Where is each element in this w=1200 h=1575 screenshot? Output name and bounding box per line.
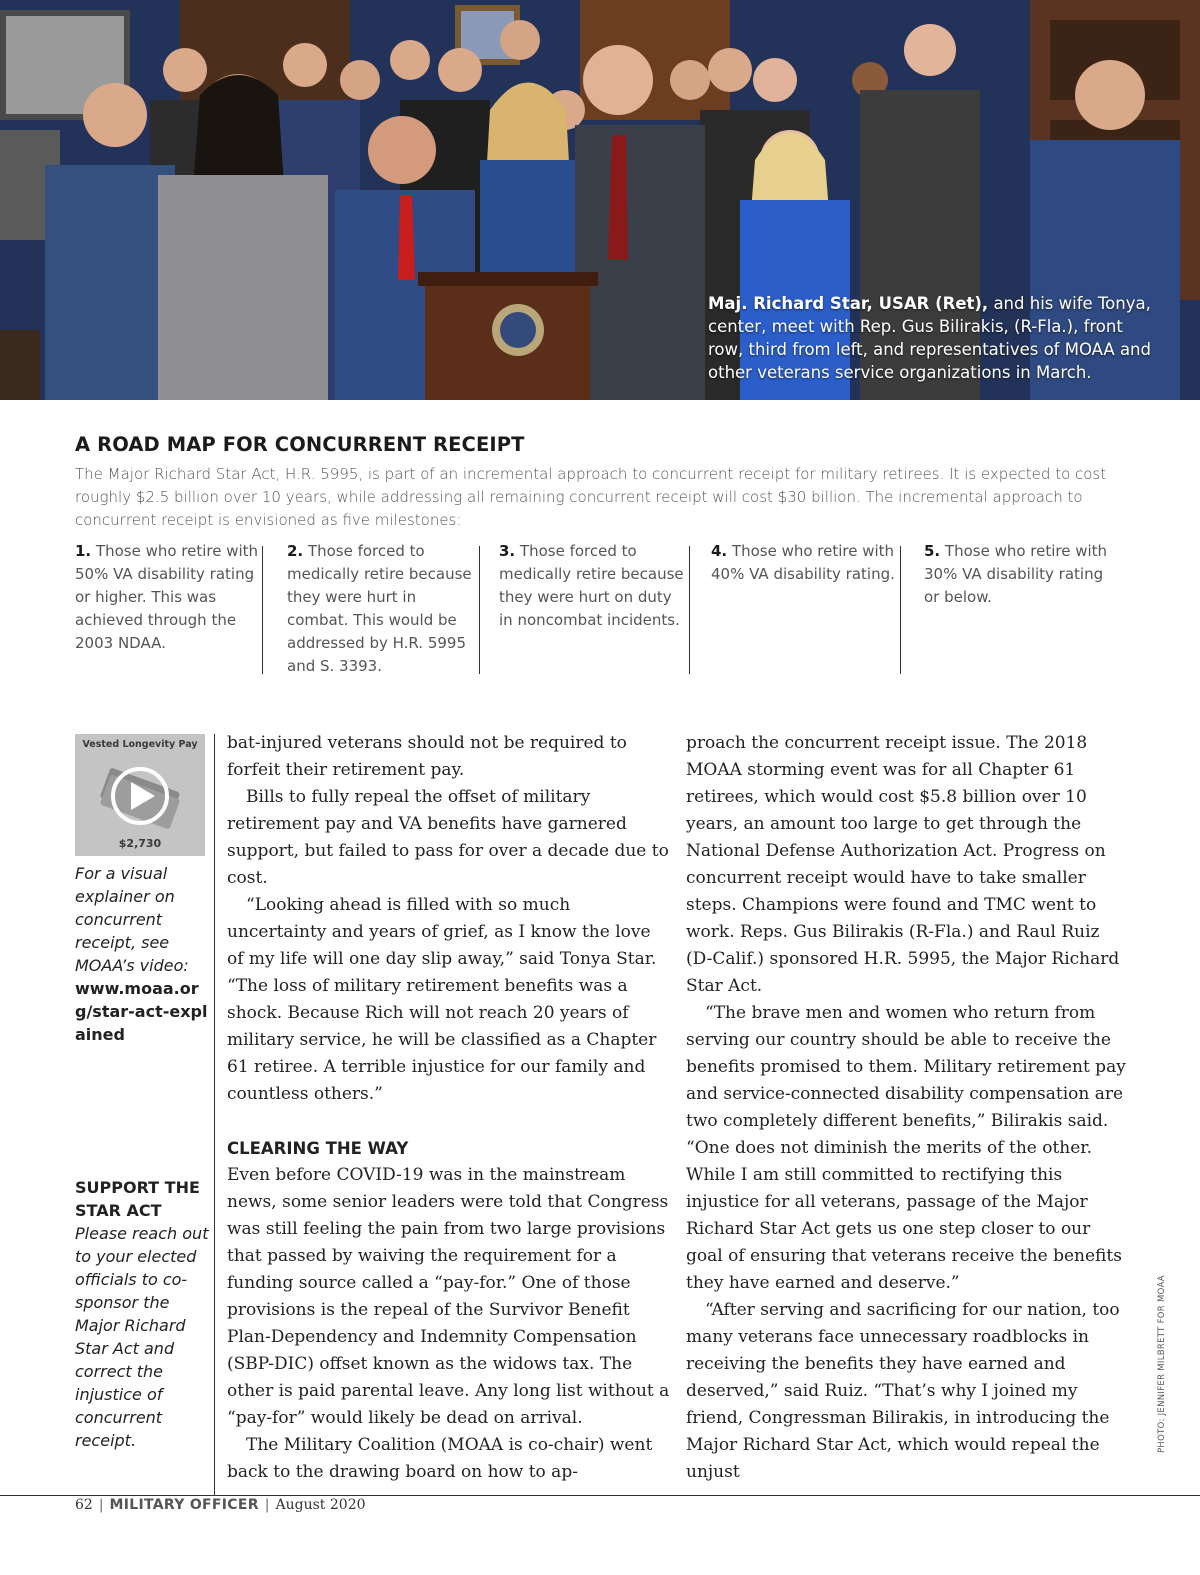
video-title: Vested Longevity Pay xyxy=(82,739,198,750)
paragraph: “Looking ahead is filled with so much uncertainty and years of grief, as I know the love of my life will one day slip away,” said Tonya Star. “The loss of military retirement benefits was a shock. Because Rich will not reach 20 years of military service, he will be classified as a Chapter 61 retiree. A terrible injustice for our family and countless others.” xyxy=(227,895,657,1104)
subheading: CLEARING THE WAY xyxy=(227,1139,409,1158)
milestone-divider xyxy=(262,546,263,674)
milestone-text: Those who retire with 40% VA disability rating. xyxy=(711,542,895,583)
paragraph: Even before COVID-19 was in the mainstream news, some senior leaders were told that Congress was still feeling the pain from two large provisions that passed by waiving the requirement for a funding source called a “pay-for.” One of those provisions is the repeal of the Survivor Benefit Plan-Dependency and Indemnity Compensation (SBP-DIC) offset known as the widows tax. The other is paid parental leave. Any long list without a “pay-for” would likely be dead on arrival. xyxy=(227,1165,670,1428)
video-price: $2,730 xyxy=(118,837,162,850)
milestone-divider xyxy=(900,546,901,674)
roadmap-intro: The Major Richard Star Act, H.R. 5995, is part of an incremental approach to concurrent receipt for military retirees. It is expected to cost roughly $2.5 billion over 10 years, while addressing all remaining concurrent receipt will cost $30 billion. The incremental approach to concurrent receipt is envisioned as five milestones: xyxy=(75,465,1107,529)
milestones xyxy=(75,540,1130,675)
paragraph: “The brave men and women who return from serving our country should be able to receive the benefits promised to them. Military retirement pay and service-connected disability compensation are two completely different benefits,” Bilirakis said. “One does not diminish the merits of the other. While I am still committed to rectifying this injustice for all veterans, passage of the Major Richard Star Act gets us one step closer to our goal of ensuring that veterans receive the benefits they have earned and deserve.” xyxy=(686,1003,1126,1293)
article-column-2 xyxy=(686,730,1126,1486)
milestone-text: Those who retire with 50% VA disability rating or higher. This was achieved through the 2003 NDAA. xyxy=(75,542,259,652)
page-number: 62 xyxy=(75,1497,93,1513)
paragraph: Bills to fully repeal the offset of military retirement pay and VA benefits have garnered support, but failed to pass for over a decade due to cost. xyxy=(227,787,669,888)
photo-caption xyxy=(708,292,1158,384)
page-footer xyxy=(75,1497,366,1513)
milestone-text: Those forced to medically retire because they were hurt on duty in noncombat incidents. xyxy=(499,542,684,629)
paragraph: bat-injured veterans should not be required to forfeit their retirement pay. xyxy=(227,733,627,780)
sidebar xyxy=(75,734,210,1452)
group-photo xyxy=(0,0,1200,400)
footer-rule xyxy=(0,1495,1200,1496)
milestone-number: 3. xyxy=(499,542,516,560)
milestone-1 xyxy=(75,540,265,655)
milestone-5 xyxy=(924,540,1114,609)
paragraph: “After serving and sacrificing for our nation, too many veterans face unnecessary roadblocks in receiving the benefits they have earned and deserved,” said Ruiz. “That’s why I joined my friend, Congressman Bilirakis, in introducing the Major Richard Star Act, which would repeal the unjust xyxy=(686,1300,1120,1482)
milestone-text: Those who retire with 30% VA disability rating or below. xyxy=(924,542,1108,606)
milestone-number: 2. xyxy=(287,542,304,560)
milestone-text: Those forced to medically retire because they were hurt in combat. This would be addressed by H.R. 5995 and S. 3393. xyxy=(287,542,472,675)
article-column-1 xyxy=(227,730,672,1486)
roadmap-title: A ROAD MAP FOR CONCURRENT RECEIPT xyxy=(75,433,525,456)
photo-credit: PHOTO: JENNIFER MILBRETT FOR MOAA xyxy=(1157,1275,1167,1453)
footer-separator: | xyxy=(264,1497,270,1513)
issue-date: August 2020 xyxy=(275,1497,366,1513)
milestone-number: 1. xyxy=(75,542,92,560)
paragraph: The Military Coalition (MOAA is co-chair) went back to the drawing board on how to ap- xyxy=(227,1435,653,1482)
explainer-text: For a visual explainer on concurrent receipt, see MOAA’s video: xyxy=(75,864,189,975)
milestone-3 xyxy=(499,540,689,632)
milestone-divider xyxy=(479,546,480,674)
support-text: Please reach out to your elected officials to co-sponsor the Major Richard Star Act and correct the injustice of concurrent receipt. xyxy=(75,1224,209,1450)
video-thumbnail[interactable] xyxy=(75,734,205,856)
milestone-number: 4. xyxy=(711,542,728,560)
caption-lead: Maj. Richard Star, USAR (Ret), xyxy=(708,294,989,313)
footer-separator: | xyxy=(98,1497,104,1513)
video-link[interactable]: www.moaa.org/star-act-explained xyxy=(75,979,208,1044)
caption-text: and his wife Tonya, center, meet with Rep. Gus Bilirakis, (R-Fla.), front row, third from left, and representatives of MOAA and other veterans service organizations in March. xyxy=(708,294,1151,382)
milestone-4 xyxy=(711,540,901,586)
milestone-divider xyxy=(689,546,690,674)
milestone-2 xyxy=(287,540,477,678)
publication-name: MILITARY OFFICER xyxy=(109,1497,259,1513)
paragraph: proach the concurrent receipt issue. The 2018 MOAA storming event was for all Chapter 61 retirees, which would cost $5.8 billion over 10 years, an amount too large to get through the National Defense Authorization Act. Progress on concurrent receipt would have to take smaller steps. Champions were found and TMC went to work. Reps. Gus Bilirakis (R-Fla.) and Raul Ruiz (D-Calif.) sponsored H.R. 5995, the Major Richard Star Act. xyxy=(686,733,1120,996)
column-rule xyxy=(214,734,215,1496)
support-heading: SUPPORT THE STAR ACT xyxy=(75,1178,200,1220)
milestone-number: 5. xyxy=(924,542,941,560)
